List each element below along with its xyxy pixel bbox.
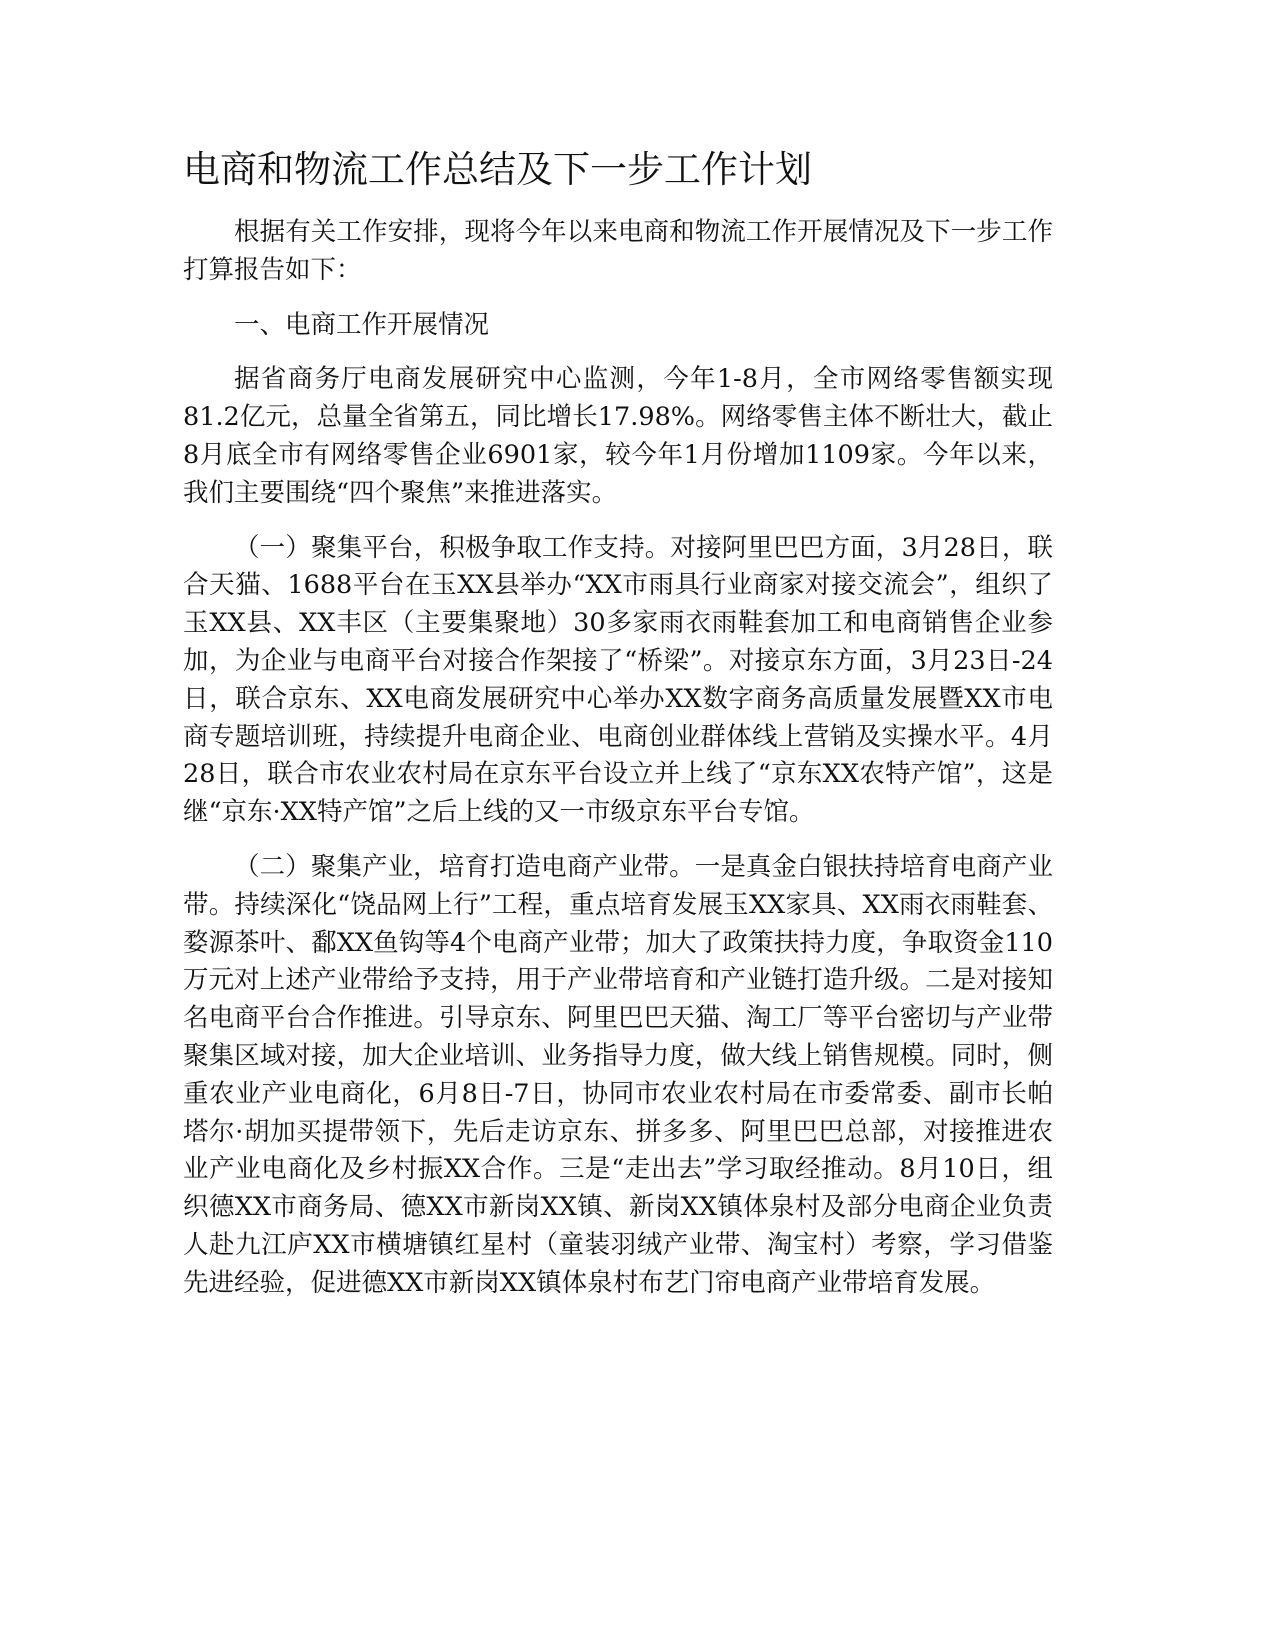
focus-industry-paragraph: （二）聚集产业，培育打造电商产业带。一是真金白银扶持培育电商产业带。持续深化“饶品网上行”工程，重点培育发展玉XX家具、XX雨衣雨鞋套、婺源茶叶、鄱XX鱼钩等4个电商产业带；加大了政策扶持力度，争取资金110万元对上述产业带给予支持，用于产业带培育和产业链打造升级。二是对接知名电商平台合作推进。引导京东、阿里巴巴天猫、淘工厂等平台密切与产业带聚集区域对接，加大企业培训、业务指导力度，做大线上销售规模。同时，侧重农业产业电商化，6月8日-7日，协同市农业农村局在市委常委、副市长帕塔尔·胡加买提带领下，先后走访京东、拼多多、阿里巴巴总部，对接推进农业产业电商化及乡村振XX合作。三是“走出去”学习取经推动。8月10日，组织德XX市商务局、德XX市新岗XX镇、新岗XX镇体泉村及部分电商企业负责人赴九江庐XX市横塘镇红星村（童装羽绒产业带、淘宝村）考察，学习借鉴先进经验，促进德XX市新岗XX镇体泉村布艺门帘电商产业带培育发展。 <box>183 851 1053 1298</box>
summary-paragraph: 据省商务厅电商发展研究中心监测，今年1-8月，全市网络零售额实现81.2亿元，总量全省第五，同比增长17.98%。网络零售主体不断壮大，截止8月底全市有网络零售企业6901家，较今年1月份增加1109家。今年以来，我们主要围绕“四个聚焦”来推进落实。 <box>183 364 1053 508</box>
focus-platform-paragraph: （一）聚集平台，积极争取工作支持。对接阿里巴巴方面，3月28日，联合天猫、1688平台在玉XX县举办“XX市雨具行业商家对接交流会”，组织了玉XX县、XX丰区（主要集聚地）30多家雨衣雨鞋套加工和电商销售企业参加，为企业与电商平台对接合作架接了“桥梁”。对接京东方面，3月23日-24日，联合京东、XX电商发展研究中心举办XX数字商务高质量发展暨XX市电商专题培训班，持续提升电商企业、电商创业群体线上营销及实操水平。4月28日，联合市农业农村局在京东平台设立并上线了“京东XX农特产馆”，这是继“京东·XX特产馆”之后上线的又一市级京东平台专馆。 <box>183 532 1053 828</box>
intro-paragraph: 根据有关工作安排，现将今年以来电商和物流工作开展情况及下一步工作打算报告如下： <box>183 217 1053 285</box>
document-body <box>183 214 1053 1320</box>
document-title: 电商和物流工作总结及下一步工作计划 <box>183 148 812 191</box>
section-heading: 一、电商工作开展情况 <box>234 309 490 340</box>
